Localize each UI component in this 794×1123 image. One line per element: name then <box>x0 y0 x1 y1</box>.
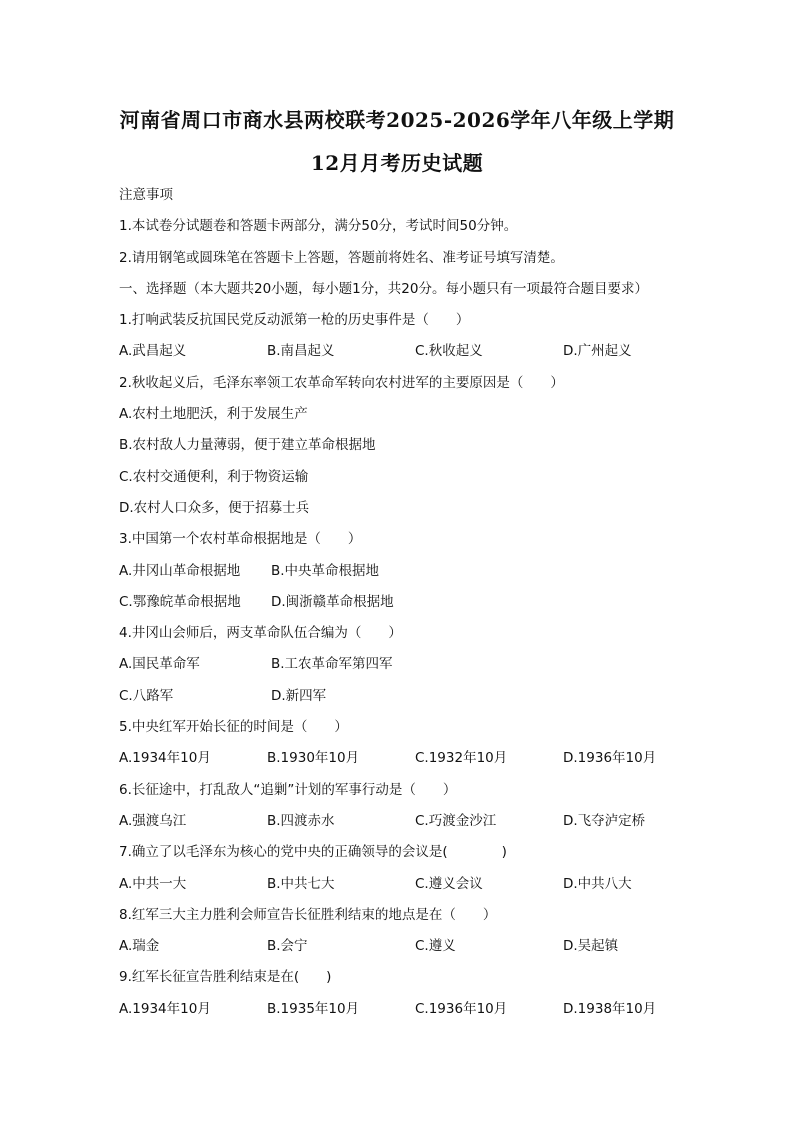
question-4-options-row-2 <box>119 687 719 718</box>
question-8-stem: 8.红军三大主力胜利会师宣告长征胜利结束的地点是在（ ） <box>119 906 497 923</box>
option-a: A.1934年10月 <box>119 1000 211 1017</box>
option-b: B.农村敌人力量薄弱，便于建立革命根据地 <box>119 437 376 454</box>
option-d: D.1936年10月 <box>563 750 657 767</box>
question-3-options-row-2 <box>119 593 719 624</box>
notice-heading: 注意事项 <box>119 187 173 203</box>
question-3-stem: 3.中国第一个农村革命根据地是（ ） <box>119 531 362 548</box>
option-a: A.瑞金 <box>119 938 160 955</box>
question-4-stem: 4.井冈山会师后，两支革命队伍合编为（ ） <box>119 625 402 642</box>
notice-item-2: 2.请用钢笔或圆珠笔在答题卡上答题，答题前将姓名、准考证号填写清楚。 <box>119 249 564 266</box>
notice-item-1: 1.本试卷分试题卷和答题卡两部分，满分50分，考试时间50分钟。 <box>119 218 518 235</box>
option-c: C.鄂豫皖革命根据地 <box>119 593 241 610</box>
question-6-stem: 6.长征途中，打乱敌人“追剿”计划的军事行动是（ ） <box>119 781 457 798</box>
question-9-stem: 9.红军长征宣告胜利结束是在( ) <box>119 969 332 986</box>
exam-title-line-1: 河南省周口市商水县两校联考2025-2026学年八年级上学期 <box>119 108 675 132</box>
option-b: B.1935年10月 <box>267 1000 360 1017</box>
option-b: B.南昌起义 <box>267 343 335 360</box>
question-3-options-row-1 <box>119 562 719 593</box>
option-d: D.1938年10月 <box>563 1000 657 1017</box>
question-5-stem: 5.中央红军开始长征的时间是（ ） <box>119 719 348 736</box>
option-c: C.八路军 <box>119 687 174 704</box>
option-d: D.广州起义 <box>563 343 632 360</box>
question-6-options <box>119 812 719 843</box>
question-5-options <box>119 749 719 780</box>
option-a: A.井冈山革命根据地 <box>119 562 241 579</box>
question-8-options <box>119 937 719 968</box>
option-c: C.遵义 <box>415 938 456 955</box>
question-1-stem: 1.打响武装反抗国民党反动派第一枪的历史事件是（ ） <box>119 312 470 329</box>
exam-body <box>119 186 719 1031</box>
option-a: A.1934年10月 <box>119 750 211 767</box>
option-a: A.国民革命军 <box>119 656 200 673</box>
option-c: C.巧渡金沙江 <box>415 812 497 829</box>
option-d: D.农村人口众多，便于招募士兵 <box>119 499 310 516</box>
option-b: B.四渡赤水 <box>267 812 335 829</box>
option-b: B.1930年10月 <box>267 750 360 767</box>
question-9-options <box>119 1000 719 1031</box>
option-d: D.闽浙赣革命根据地 <box>271 593 394 610</box>
option-d: D.新四军 <box>271 687 327 704</box>
option-a: A.农村土地肥沃，利于发展生产 <box>119 406 308 423</box>
option-c: C.遵义会议 <box>415 875 483 892</box>
exam-title-line-2: 12月月考历史试题 <box>310 151 484 175</box>
option-a: A.武昌起义 <box>119 343 187 360</box>
option-a: A.强渡乌江 <box>119 812 187 829</box>
option-c: C.农村交通便利，利于物资运输 <box>119 468 309 485</box>
question-4-options-row-1 <box>119 655 719 686</box>
option-d: D.吴起镇 <box>563 938 619 955</box>
option-d: D.飞夺泸定桥 <box>563 812 646 829</box>
option-c: C.1936年10月 <box>415 1000 508 1017</box>
option-b: B.中央革命根据地 <box>271 562 380 579</box>
question-7-stem: 7.确立了以毛泽东为核心的党中央的正确领导的会议是( ) <box>119 844 507 861</box>
option-c: C.1932年10月 <box>415 750 508 767</box>
option-a: A.中共一大 <box>119 875 187 892</box>
option-b: B.工农革命军第四军 <box>271 656 393 673</box>
question-1-options <box>119 342 719 373</box>
question-2-stem: 2.秋收起义后，毛泽东率领工农革命军转向农村进军的主要原因是（ ） <box>119 374 564 391</box>
option-b: B.会宁 <box>267 938 308 955</box>
question-7-options <box>119 875 719 906</box>
option-c: C.秋收起义 <box>415 343 483 360</box>
option-d: D.中共八大 <box>563 875 632 892</box>
option-b: B.中共七大 <box>267 875 335 892</box>
section-heading: 一、选择题（本大题共20小题，每小题1分，共20分。每小题只有一项最符合题目要求） <box>119 280 648 297</box>
